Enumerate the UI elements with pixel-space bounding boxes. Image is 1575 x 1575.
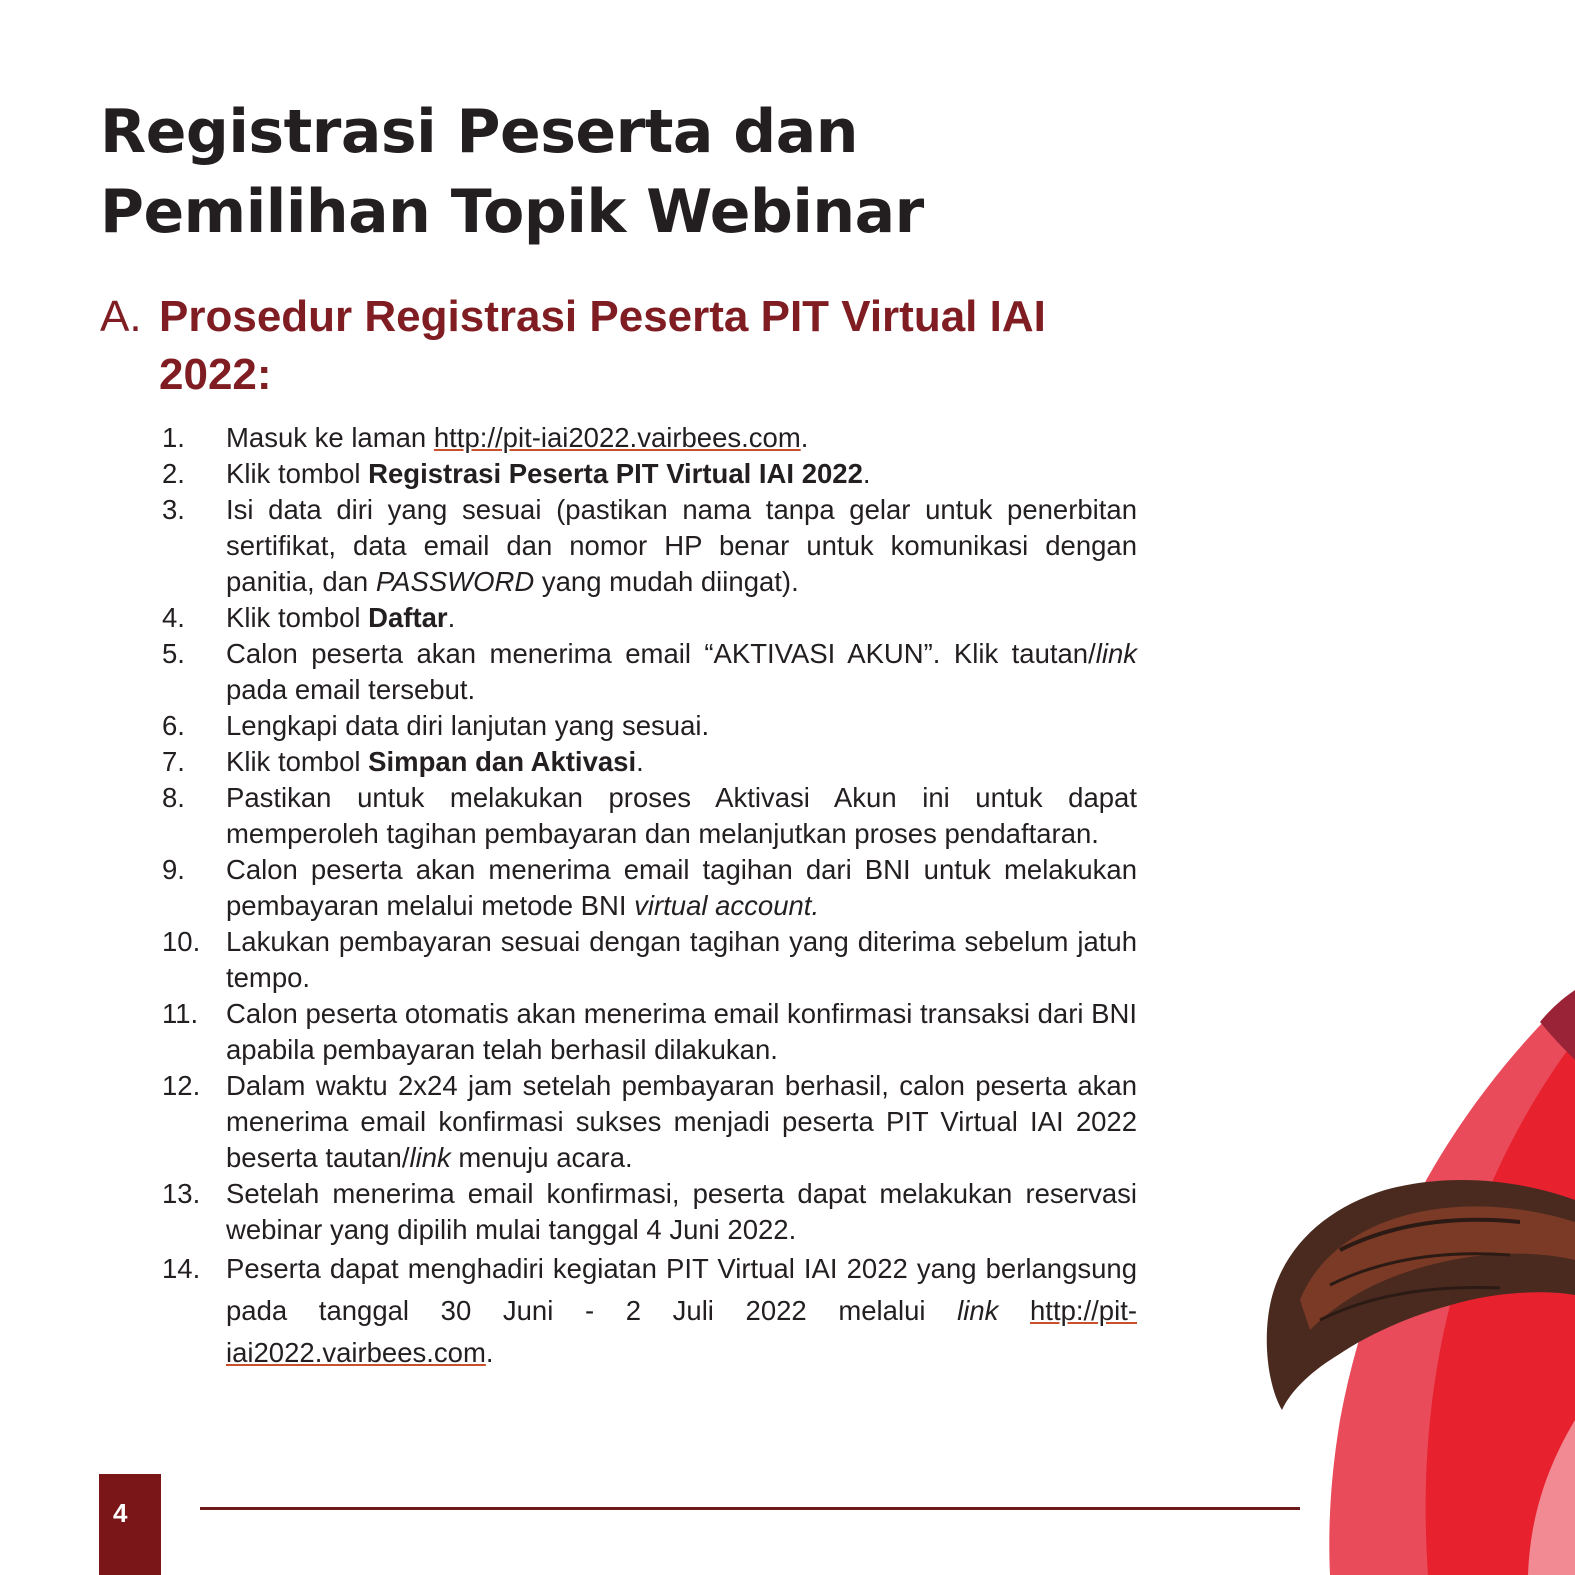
step-text: Peserta dapat menghadiri kegiatan PIT Virtual IAI 2022 yang berlangsung pada tanggal 30 Juni - 2 Juli 2022 melalui (226, 1253, 1137, 1326)
step-text: Calon peserta otomatis akan menerima email konfirmasi transaksi dari BNI apabila pembayaran telah berhasil dilakukan. (226, 998, 1137, 1065)
step-number: 12. (162, 1070, 201, 1101)
page-title-line-2: Pemilihan Topik Webinar (100, 177, 924, 247)
step-text: . (636, 746, 644, 777)
step-item (162, 744, 1137, 780)
step-text: Pastikan untuk melakukan proses Aktivasi Akun ini untuk dapat memperoleh tagihan pembayaran dan melanjutkan proses pendaftaran. (226, 782, 1137, 849)
step-text: . (862, 458, 871, 489)
step-text: Calon peserta akan menerima email “AKTIVASI AKUN”. Klik tautan/ (226, 638, 1096, 669)
step-item (162, 1176, 1137, 1248)
step-number: 5. (162, 638, 185, 669)
step-number: 3. (162, 494, 185, 525)
step-text: Isi data diri yang sesuai (pastikan nama tanpa gelar untuk penerbitan sertifikat, data email dan nomor HP benar untuk komunikasi dengan panitia, dan (226, 494, 1137, 597)
page-title (100, 92, 1000, 252)
event-site-link[interactable]: http://pit-iai2022.vairbees.com (226, 1295, 1138, 1368)
step-text: Lengkapi data diri lanjutan yang sesuai. (226, 710, 710, 741)
page-number: 4 (113, 1498, 128, 1528)
footer-divider (200, 1507, 1300, 1510)
step-text: Klik tombol (226, 746, 369, 777)
step-number: 2. (162, 458, 185, 489)
page-number-box (99, 1474, 161, 1575)
step-italic-text: link (1095, 638, 1137, 669)
section-letter: A. (100, 292, 142, 341)
step-italic-text: virtual account. (634, 890, 820, 921)
section-title: Prosedur Registrasi Peserta PIT Virtual IAI 2022: (159, 292, 1046, 399)
step-item (162, 1248, 1137, 1374)
step-number: 10. (162, 926, 201, 957)
registration-site-link[interactable]: http://pit-iai2022.vairbees.com (433, 422, 801, 453)
step-number: 11. (162, 998, 199, 1029)
step-text: pada email tersebut. (226, 674, 476, 705)
step-bold-text: Daftar (368, 602, 448, 633)
step-text: Masuk ke laman (226, 422, 434, 453)
step-number: 4. (162, 602, 185, 633)
step-item (162, 456, 1137, 492)
step-item (162, 636, 1137, 708)
step-italic-text: link (957, 1295, 999, 1326)
step-item (162, 924, 1137, 996)
step-item (162, 420, 1137, 456)
step-number: 7. (162, 746, 185, 777)
step-number: 6. (162, 710, 185, 741)
step-text (998, 1295, 1030, 1326)
step-number: 14. (162, 1253, 201, 1284)
step-text: Lakukan pembayaran sesuai dengan tagihan yang diterima sebelum jatuh tempo. (226, 926, 1137, 993)
step-number: 8. (162, 782, 185, 813)
step-italic-text: link (409, 1142, 451, 1173)
step-number: 9. (162, 854, 185, 885)
step-item (162, 852, 1137, 924)
step-text: . (800, 422, 809, 453)
registration-steps-list (162, 420, 1137, 1374)
step-text: Dalam waktu 2x24 jam setelah pembayaran berhasil, calon peserta akan menerima email konfirmasi sukses menjadi peserta PIT Virtual IAI 2022 beserta tautan/ (226, 1070, 1137, 1173)
step-item (162, 1068, 1137, 1176)
step-item (162, 492, 1137, 600)
step-text: . (485, 1337, 494, 1368)
step-italic-text: PASSWORD (375, 566, 535, 597)
step-item (162, 708, 1137, 744)
step-text: . (447, 602, 456, 633)
step-bold-text: Registrasi Peserta PIT Virtual IAI 2022 (368, 458, 863, 489)
step-text: Klik tombol (226, 602, 369, 633)
step-text: menuju acara. (450, 1142, 633, 1173)
step-bold-text: Simpan dan Aktivasi (368, 746, 637, 777)
step-item (162, 996, 1137, 1068)
step-text: Calon peserta akan menerima email tagihan dari BNI untuk melakukan pembayaran melalui metode BNI (226, 854, 1137, 921)
step-text: Setelah menerima email konfirmasi, peserta dapat melakukan reservasi webinar yang dipilih mulai tanggal 4 Juni 2022. (226, 1178, 1137, 1245)
step-item (162, 600, 1137, 636)
step-number: 1. (162, 422, 185, 453)
step-text: yang mudah diingat). (534, 566, 799, 597)
page-title-line-1: Registrasi Peserta dan (100, 97, 858, 167)
step-item (162, 780, 1137, 852)
step-number: 13. (162, 1178, 201, 1209)
step-text: Klik tombol (226, 458, 369, 489)
